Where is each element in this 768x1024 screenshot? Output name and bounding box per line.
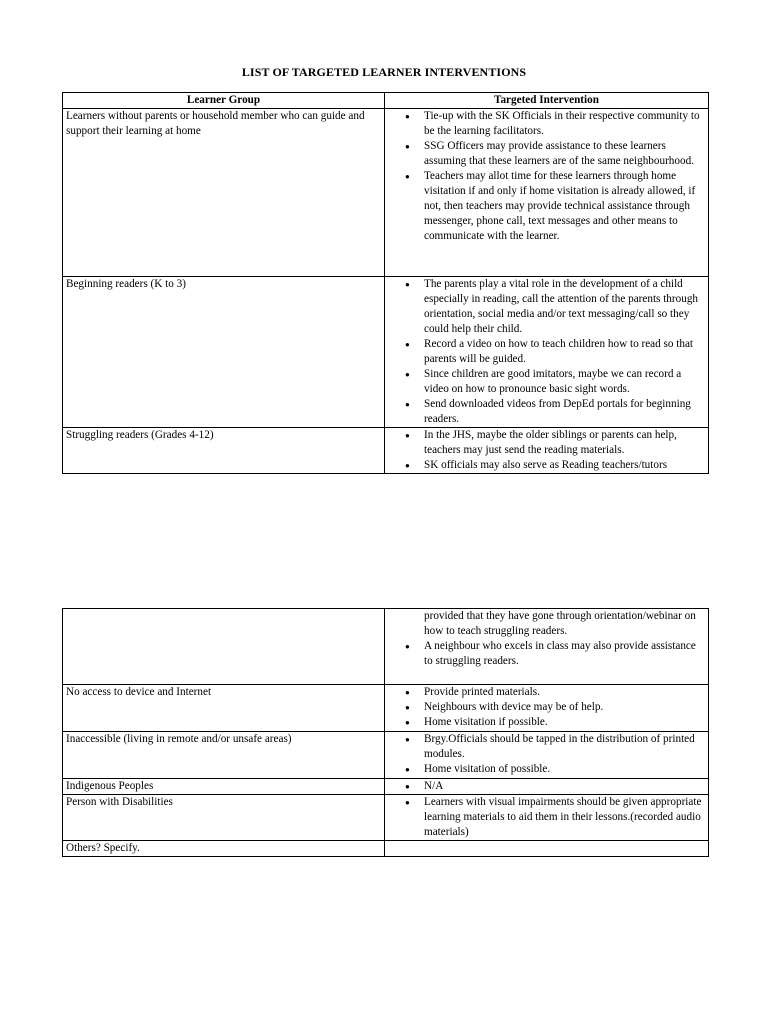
intervention-list [388, 109, 705, 244]
intervention-item: ● Since children are good imitators, maybe we can record a video on how to pronounce basic sight words. [424, 367, 705, 397]
intervention-item: ● The parents play a vital role in the development of a child especially in reading, call the attention of the parents through orientation, social media and/or text messaging/call so they could help their child. [424, 277, 705, 337]
intervention-item: ● N/A [424, 779, 705, 794]
interventions-table-part-2 [62, 608, 709, 857]
intervention-item: ● In the JHS, maybe the older siblings or parents can help, teachers may just send the reading materials. [424, 428, 705, 458]
intervention-item: ● Tie-up with the SK Officials in their respective community to be the learning facilitators. [424, 109, 705, 139]
intervention-item: ● SSG Officers may provide assistance to these learners assuming that these learners are of the same neighbourhood. [424, 139, 705, 169]
intervention-list [388, 277, 705, 427]
learner-group-cell: Person with Disabilities [63, 795, 385, 841]
header-targeted-intervention: Targeted Intervention [385, 93, 709, 109]
table-row [63, 841, 709, 857]
intervention-cell [385, 609, 709, 685]
intervention-cell [385, 277, 709, 428]
intervention-cell [385, 732, 709, 779]
intervention-cell [385, 428, 709, 474]
intervention-item: ● Learners with visual impairments should be given appropriate learning materials to aid them in their lessons.(recorded audio materials) [424, 795, 705, 840]
table-row [63, 609, 709, 685]
interventions-table-part-1 [62, 92, 709, 474]
table-header-row [63, 93, 709, 109]
learner-group-cell: No access to device and Internet [63, 685, 385, 732]
learner-group-cell: Others? Specify. [63, 841, 385, 857]
intervention-item: ● Record a video on how to teach children how to read so that parents will be guided. [424, 337, 705, 367]
intervention-list [388, 732, 705, 777]
intervention-cell [385, 779, 709, 795]
intervention-cell [385, 685, 709, 732]
intervention-item: ● Neighbours with device may be of help. [424, 700, 705, 715]
header-learner-group: Learner Group [63, 93, 385, 109]
table-row [63, 779, 709, 795]
learner-group-cell: Indigenous Peoples [63, 779, 385, 795]
intervention-item: ● Brgy.Officials should be tapped in the distribution of printed modules. [424, 732, 705, 762]
learner-group-cell: Learners without parents or household member who can guide and support their learning at home [63, 109, 385, 277]
learner-group-cell: Inaccessible (living in remote and/or unsafe areas) [63, 732, 385, 779]
learner-group-cell: Beginning readers (K to 3) [63, 277, 385, 428]
intervention-item: ● Home visitation of possible. [424, 762, 705, 777]
intervention-item: ● SK officials may also serve as Reading teachers/tutors [424, 458, 705, 473]
intervention-item: ● Provide printed materials. [424, 685, 705, 700]
intervention-cell [385, 841, 709, 857]
intervention-item: ● Send downloaded videos from DepEd portals for beginning readers. [424, 397, 705, 427]
intervention-list [388, 428, 705, 473]
intervention-list [388, 779, 705, 794]
intervention-list [388, 609, 705, 669]
intervention-item: ● A neighbour who excels in class may also provide assistance to struggling readers. [424, 639, 705, 669]
table-row [63, 277, 709, 428]
intervention-cell [385, 109, 709, 277]
intervention-item: ● Home visitation if possible. [424, 715, 705, 730]
table-row [63, 685, 709, 732]
table-row [63, 109, 709, 277]
learner-group-cell: Struggling readers (Grades 4-12) [63, 428, 385, 474]
table-row [63, 732, 709, 779]
intervention-list [388, 795, 705, 840]
document-title: LIST OF TARGETED LEARNER INTERVENTIONS [241, 65, 527, 79]
intervention-cell [385, 795, 709, 841]
learner-group-cell [63, 609, 385, 685]
table-row [63, 428, 709, 474]
intervention-continued-text: provided that they have gone through orientation/webinar on how to teach struggling readers. [424, 610, 696, 637]
table-row [63, 795, 709, 841]
intervention-item: ● Teachers may allot time for these learners through home visitation if and only if home visitation is already allowed, if not, then teachers may provide technical assistance through messenger, phone call, text messages and other means to communicate with the learner. [424, 169, 705, 244]
intervention-list [388, 685, 705, 730]
